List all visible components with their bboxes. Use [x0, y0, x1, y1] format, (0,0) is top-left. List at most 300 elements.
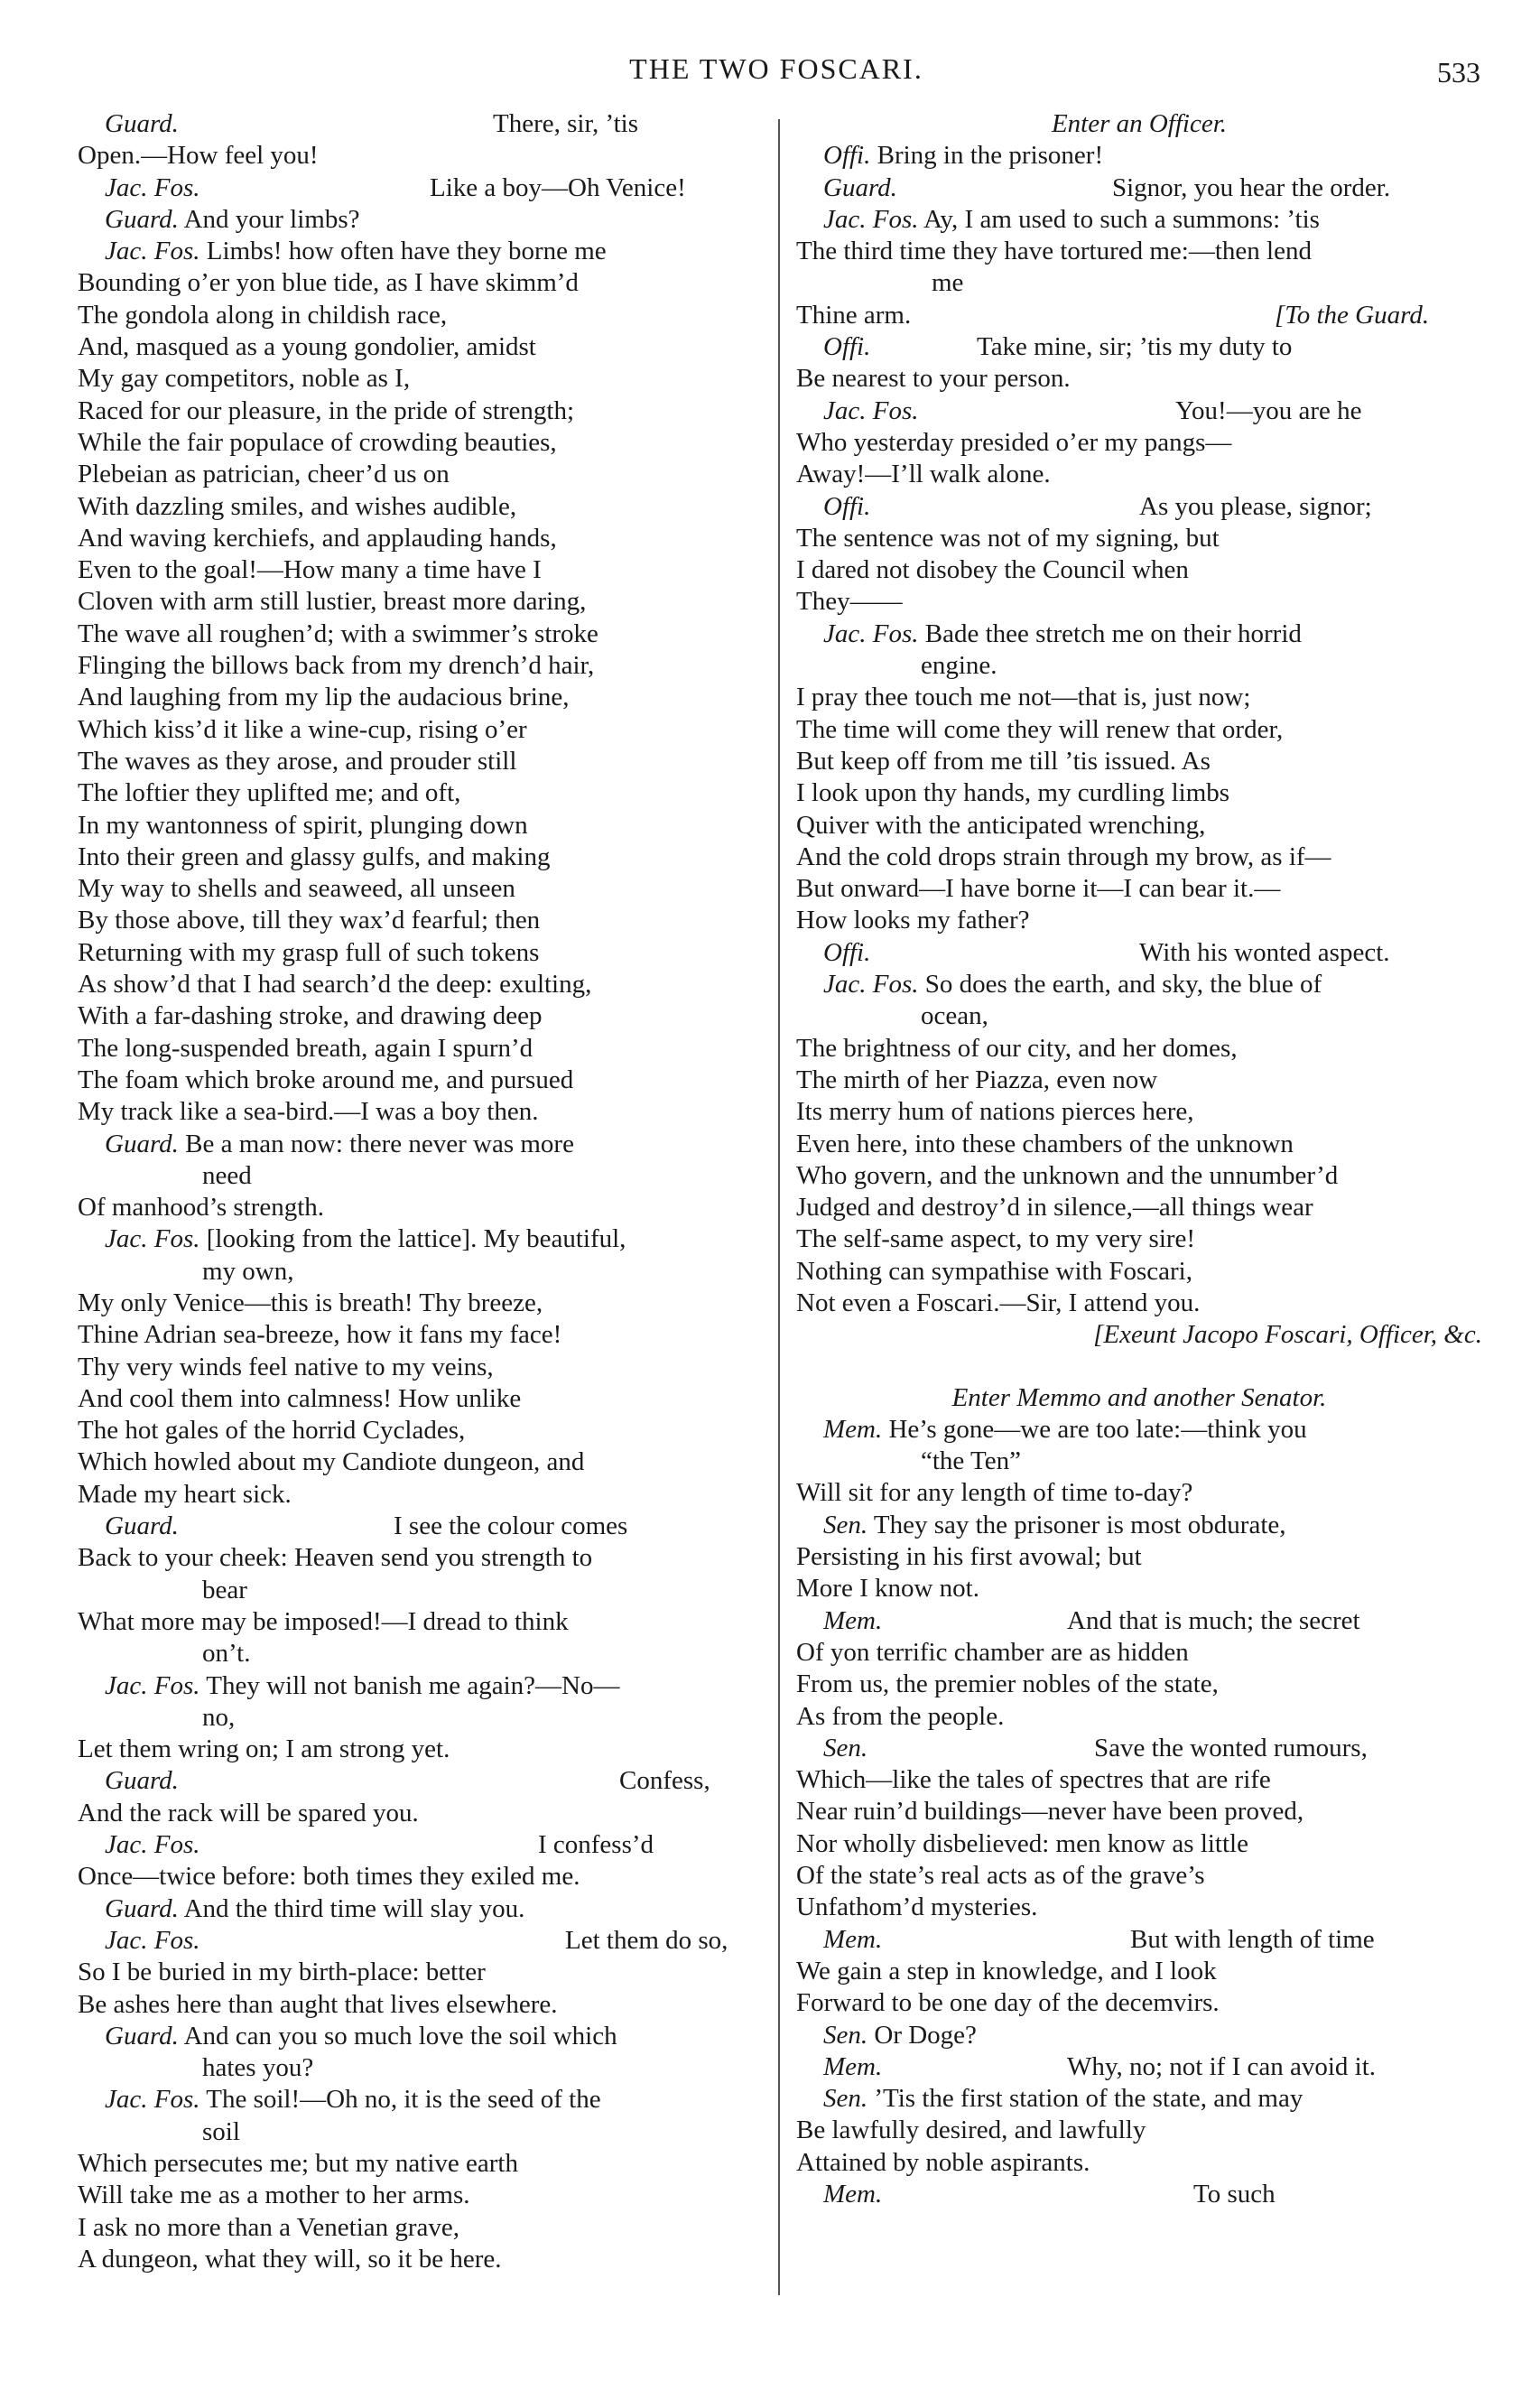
line-text: The gondola along in childish race, — [78, 300, 448, 330]
line-text: Confess, — [619, 1766, 710, 1796]
verse-line — [796, 1192, 1482, 1223]
speaker-name: Mem. — [823, 2051, 883, 2081]
line-text: Be nearest to your person. — [796, 364, 1071, 394]
verse-line — [78, 1192, 773, 1223]
verse-line — [796, 1733, 1482, 1764]
verse-line — [796, 1764, 1482, 1796]
verse-line — [78, 842, 773, 873]
line-text: Made my heart sick. — [78, 1479, 292, 1509]
verse-line — [796, 1319, 1482, 1351]
verse-line — [796, 300, 1482, 331]
verse-line — [796, 1477, 1482, 1509]
line-text: The brightness of our city, and her domes, — [796, 1033, 1238, 1063]
line-text: Even to the goal!—How many a time have I — [78, 555, 542, 585]
line-text: I dared not disobey the Council when — [796, 555, 1189, 585]
verse-line — [78, 1829, 773, 1861]
verse-line — [796, 523, 1482, 554]
verse-line — [78, 650, 773, 682]
verse-line — [796, 1892, 1482, 1923]
speaker-name: Mem. — [823, 2180, 883, 2209]
verse-line — [796, 1446, 1482, 1477]
column-divider — [778, 119, 780, 2295]
line-text: Why, no; not if I can avoid it. — [1067, 2051, 1377, 2081]
line-text: need — [202, 1160, 252, 1190]
line-text: And the third time will slay you. — [183, 1893, 525, 1923]
verse-line — [796, 1796, 1482, 1827]
verse-line — [796, 2115, 1482, 2146]
line-text: Back to your cheek: Heaven send you strength to — [78, 1543, 593, 1573]
line-text: Which howled about my Candiote dungeon, and — [78, 1447, 585, 1477]
section-gap — [796, 1352, 1482, 1382]
right-column — [796, 108, 1482, 2210]
verse-line — [78, 1542, 773, 1574]
verse-line — [796, 714, 1482, 746]
verse-line — [78, 204, 773, 236]
speaker-name: Guard. — [105, 1511, 179, 1541]
line-text: Bade thee stretch me on their horrid — [924, 618, 1302, 648]
verse-line — [78, 140, 773, 172]
running-title: THE TWO FOSCARI. — [629, 52, 923, 85]
line-text: My only Venice—this is breath! Thy breeze, — [78, 1288, 543, 1317]
verse-line — [78, 1319, 773, 1351]
line-text: Persisting in his first avowal; but — [796, 1542, 1142, 1572]
line-text: But with length of time — [1130, 1924, 1375, 1954]
line-text: “the Ten” — [921, 1446, 1021, 1476]
verse-line — [796, 1414, 1482, 1446]
verse-line — [796, 2147, 1482, 2179]
speaker-name: Jac. Fos. — [823, 618, 919, 648]
speaker-name: Jac. Fos. — [105, 1224, 200, 1254]
verse-line — [796, 810, 1482, 842]
verse-line — [78, 746, 773, 777]
line-text: Let them wring on; I am strong yet. — [78, 1734, 450, 1764]
verse-line — [78, 1989, 773, 2021]
line-text: me — [932, 268, 964, 298]
verse-line — [78, 1065, 773, 1096]
verse-line — [78, 554, 773, 586]
line-text: To such — [1193, 2180, 1276, 2209]
verse-line — [796, 1510, 1482, 1541]
speaker-name: Mem. — [823, 1605, 883, 1635]
verse-line — [796, 363, 1482, 395]
line-text: Even here, into these chambers of the unknown — [796, 1129, 1294, 1158]
line-text: The mirth of her Piazza, even now — [796, 1065, 1158, 1094]
speaker-name: Offi. — [823, 141, 871, 171]
verse-line — [78, 1033, 773, 1065]
line-text: And waving kerchiefs, and applauding hands, — [78, 523, 557, 553]
verse-line — [796, 1382, 1482, 1414]
line-text: The hot gales of the horrid Cyclades, — [78, 1416, 466, 1446]
line-text: no, — [202, 1702, 236, 1732]
verse-line — [796, 746, 1482, 777]
page-header — [72, 47, 1480, 88]
verse-line — [78, 714, 773, 746]
verse-line — [796, 2083, 1482, 2115]
verse-line — [78, 459, 773, 490]
line-text: More I know not. — [796, 1574, 979, 1604]
verse-line — [796, 554, 1482, 586]
speaker-name: Guard. — [823, 172, 897, 202]
verse-line — [78, 1861, 773, 1892]
verse-line — [796, 2051, 1482, 2083]
line-text: While the fair populace of crowding beauties, — [78, 427, 557, 457]
verse-line — [78, 1606, 773, 1638]
verse-line — [78, 1734, 773, 1765]
verse-line — [78, 172, 773, 204]
verse-line — [796, 1924, 1482, 1956]
line-text: And can you so much love the soil which — [183, 2021, 617, 2051]
line-text: He’s gone—we are too late:—think you — [888, 1414, 1307, 1444]
line-text: How looks my father? — [796, 906, 1030, 935]
line-text: My track like a sea-bird.—I was a boy then. — [78, 1097, 539, 1127]
line-text: [looking from the lattice]. My beautiful, — [206, 1224, 626, 1254]
verse-line — [796, 1160, 1482, 1192]
verse-line — [78, 236, 773, 267]
verse-line — [78, 2021, 773, 2052]
verse-line — [78, 1000, 773, 1032]
line-text: The soil!—Oh no, it is the seed of the — [206, 2085, 601, 2115]
line-text: And laughing from my lip the audacious brine, — [78, 683, 570, 712]
line-text: Like a boy—Oh Venice! — [430, 172, 686, 202]
line-text: You!—you are he — [1175, 395, 1362, 425]
line-text: A dungeon, what they will, so it be here. — [78, 2244, 502, 2274]
speaker-name: Sen. — [823, 1510, 868, 1539]
line-text: My way to shells and seaweed, all unseen — [78, 874, 515, 904]
line-text: The self-same aspect, to my very sire! — [796, 1224, 1196, 1254]
verse-line — [796, 331, 1482, 363]
line-text: My gay competitors, noble as I, — [78, 364, 411, 394]
verse-line — [78, 586, 773, 618]
line-text: Thy very winds feel native to my veins, — [78, 1352, 494, 1381]
line-text: Cloven with arm still lustier, breast more daring, — [78, 587, 587, 617]
line-text: The long-suspended breath, again I spurn’d — [78, 1033, 533, 1063]
verse-line — [796, 459, 1482, 490]
verse-line — [78, 2212, 773, 2244]
line-text: Nor wholly disbelieved: men know as little — [796, 1828, 1248, 1858]
speaker-name: Jac. Fos. — [823, 204, 919, 234]
line-text: And the cold drops strain through my brow, as if— — [796, 842, 1331, 871]
line-text: They say the prisoner is most obdurate, — [873, 1510, 1286, 1539]
verse-line — [78, 2244, 773, 2275]
stage-direction: Enter Memmo and another Senator. — [951, 1382, 1327, 1412]
verse-line — [78, 1638, 773, 1669]
line-text: Who yesterday presided o’er my pangs— — [796, 427, 1232, 457]
line-text: Signor, you hear the order. — [1112, 172, 1391, 202]
line-text: Bounding o’er yon blue tide, as I have skimm’d — [78, 268, 579, 298]
line-text: Which persecutes me; but my native earth — [78, 2149, 518, 2178]
verse-line — [796, 1065, 1482, 1096]
line-text: soil — [202, 2116, 240, 2146]
line-text: Let them do so, — [565, 1925, 728, 1955]
verse-line — [796, 1223, 1482, 1255]
line-text: on’t. — [202, 1639, 251, 1669]
line-text: Who govern, and the unknown and the unnumber’d — [796, 1160, 1339, 1190]
verse-line — [78, 1415, 773, 1446]
line-text: my own, — [202, 1256, 294, 1286]
verse-line — [796, 1573, 1482, 1604]
line-text: Attained by noble aspirants. — [796, 2147, 1090, 2177]
line-text: Which kiss’d it like a wine-cup, rising o’er — [78, 714, 527, 744]
verse-line — [78, 1256, 773, 1288]
verse-line — [78, 1129, 773, 1160]
speaker-name: Guard. — [105, 1129, 179, 1158]
line-text: Will sit for any length of time to-day? — [796, 1478, 1193, 1508]
verse-line — [78, 2148, 773, 2180]
speaker-name: Guard. — [105, 109, 179, 138]
verse-line — [78, 1765, 773, 1797]
verse-line — [78, 1096, 773, 1128]
verse-line — [78, 1957, 773, 1988]
verse-line — [796, 1605, 1482, 1637]
line-text: Raced for our pleasure, in the pride of strength; — [78, 395, 575, 425]
verse-line — [796, 682, 1482, 713]
line-text: bear — [202, 1575, 247, 1604]
verse-line — [796, 1669, 1482, 1700]
line-text: ’Tis the first station of the state, and may — [874, 2084, 1303, 2114]
speaker-name: Guard. — [105, 2021, 179, 2051]
verse-line — [78, 331, 773, 363]
stage-direction: [Exeunt Jacopo Foscari, Officer, &c. — [1093, 1320, 1482, 1350]
verse-line — [78, 969, 773, 1000]
verse-line — [78, 108, 773, 140]
line-text: And the rack will be spared you. — [78, 1798, 419, 1827]
verse-line — [796, 2020, 1482, 2051]
line-text: Take mine, sir; ’tis my duty to — [977, 332, 1293, 362]
line-text: Into their green and glassy gulfs, and making — [78, 842, 551, 871]
line-text: Unfathom’d mysteries. — [796, 1892, 1038, 1922]
line-text: Plebeian as patrician, cheer’d us on — [78, 460, 450, 489]
verse-line — [796, 1860, 1482, 1892]
verse-line — [78, 1893, 773, 1925]
verse-line — [796, 236, 1482, 267]
line-text: Its merry hum of nations pierces here, — [796, 1097, 1194, 1127]
verse-line — [78, 491, 773, 523]
line-text: As you please, signor; — [1139, 491, 1372, 521]
line-text: Nothing can sympathise with Foscari, — [796, 1256, 1192, 1286]
line-text: Flinging the billows back from my drench’d hair, — [78, 651, 595, 681]
speaker-name: Jac. Fos. — [105, 1830, 200, 1860]
speaker-name: Jac. Fos. — [823, 395, 919, 425]
verse-line — [78, 363, 773, 395]
line-text: Thine Adrian sea-breeze, how it fans my face! — [78, 1320, 562, 1350]
line-text: With dazzling smiles, and wishes audible, — [78, 491, 517, 521]
line-text: Returning with my grasp full of such tokens — [78, 937, 540, 967]
verse-line — [796, 491, 1482, 523]
line-text: Once—twice before: both times they exiled me. — [78, 1862, 580, 1892]
verse-line — [78, 267, 773, 299]
line-text: I ask no more than a Venetian grave, — [78, 2212, 460, 2242]
verse-line — [78, 1702, 773, 1734]
line-text: There, sir, ’tis — [493, 109, 638, 138]
line-text: The foam which broke around me, and pursued — [78, 1065, 574, 1094]
speaker-name: Offi. — [823, 937, 871, 967]
line-text: Of manhood’s strength. — [78, 1193, 325, 1223]
line-text: hates you? — [202, 2053, 314, 2083]
line-text: We gain a step in knowledge, and I look — [796, 1956, 1217, 1985]
verse-line — [78, 905, 773, 936]
verse-line — [796, 204, 1482, 236]
verse-line — [78, 873, 773, 905]
speaker-name: Offi. — [823, 332, 871, 362]
line-text: By those above, till they wax’d fearful; then — [78, 906, 541, 935]
verse-line — [796, 586, 1482, 618]
line-text: They—— — [796, 587, 903, 617]
speaker-name: Guard. — [105, 1893, 179, 1923]
line-text: Or Doge? — [874, 2020, 977, 2050]
verse-line — [796, 873, 1482, 905]
verse-line — [78, 1925, 773, 1957]
line-text: With a far-dashing stroke, and drawing deep — [78, 1001, 543, 1031]
speaker-name: Jac. Fos. — [105, 1925, 200, 1955]
line-text: And, masqued as a young gondolier, amidst — [78, 332, 536, 362]
speaker-name: Guard. — [105, 204, 179, 234]
verse-line — [78, 1223, 773, 1255]
line-text: Of yon terrific chamber are as hidden — [796, 1637, 1189, 1667]
verse-line — [796, 1000, 1482, 1032]
verse-line — [78, 2116, 773, 2148]
verse-line — [78, 1511, 773, 1542]
line-text: Be a man now: there never was more — [185, 1129, 574, 1158]
line-text: Open.—How feel you! — [78, 141, 319, 171]
line-text: As show’d that I had search’d the deep: exulting, — [78, 970, 592, 1000]
verse-line — [78, 618, 773, 650]
line-text: So I be buried in my birth-place: better — [78, 1958, 486, 1987]
line-text: Save the wonted rumours, — [1094, 1733, 1368, 1762]
line-text: Judged and destroy’d in silence,—all things wear — [796, 1193, 1313, 1223]
line-text: So does the earth, and sky, the blue of — [924, 970, 1322, 1000]
line-text: But onward—I have borne it—I can bear it.— — [796, 874, 1281, 904]
line-text: I confess’d — [538, 1830, 654, 1860]
verse-line — [796, 937, 1482, 969]
verse-line — [78, 1383, 773, 1415]
verse-line — [78, 427, 773, 459]
speaker-name: Mem. — [823, 1924, 883, 1954]
line-text: In my wantonness of spirit, plunging down — [78, 810, 528, 840]
line-text: And that is much; the secret — [1067, 1605, 1360, 1635]
verse-line — [796, 1288, 1482, 1319]
speaker-name: Sen. — [823, 2020, 868, 2050]
line-text: Not even a Foscari.—Sir, I attend you. — [796, 1288, 1201, 1317]
line-text: Bring in the prisoner! — [877, 141, 1104, 171]
line-text: Will take me as a mother to her arms. — [78, 2181, 470, 2210]
verse-line — [78, 937, 773, 969]
line-text: The sentence was not of my signing, but — [796, 523, 1220, 553]
line-text: But keep off from me till ’tis issued. As — [796, 746, 1211, 776]
line-text: What more may be imposed!—I dread to think — [78, 1606, 569, 1636]
verse-line — [796, 650, 1482, 682]
line-text: From us, the premier nobles of the state, — [796, 1669, 1219, 1699]
left-column — [78, 108, 773, 2275]
verse-line — [78, 2180, 773, 2211]
verse-line — [796, 1828, 1482, 1860]
verse-line — [78, 1798, 773, 1829]
verse-line — [78, 395, 773, 427]
line-text: Forward to be one day of the decemvirs. — [796, 1988, 1220, 2018]
verse-line — [78, 523, 773, 554]
speaker-name: Jac. Fos. — [105, 2085, 200, 2115]
verse-line — [78, 300, 773, 331]
verse-line — [78, 1446, 773, 1478]
line-text: Which—like the tales of spectres that are rife — [796, 1765, 1271, 1795]
line-text: engine. — [921, 651, 997, 681]
line-text: Ay, I am used to such a summons: ’tis — [923, 204, 1320, 234]
line-text: With his wonted aspect. — [1139, 937, 1390, 967]
verse-line — [796, 1987, 1482, 2019]
line-text: Limbs! how often have they borne me — [206, 237, 607, 266]
verse-line — [796, 969, 1482, 1000]
verse-line — [78, 1479, 773, 1511]
line-text: The third time they have tortured me:—then lend — [796, 237, 1312, 266]
verse-line — [796, 905, 1482, 936]
line-text: Be lawfully desired, and lawfully — [796, 2116, 1146, 2145]
speaker-name: Jac. Fos. — [105, 172, 200, 202]
verse-line — [78, 810, 773, 842]
line-text: Away!—I’ll walk alone. — [796, 460, 1051, 489]
verse-line — [796, 1701, 1482, 1733]
line-text: Near ruin’d buildings—never have been proved, — [796, 1797, 1304, 1827]
speaker-name: Guard. — [105, 1766, 179, 1796]
verse-line — [796, 427, 1482, 459]
line-text: Thine arm. — [796, 300, 912, 330]
verse-line — [796, 618, 1482, 650]
verse-line — [796, 395, 1482, 427]
verse-line — [78, 2084, 773, 2116]
verse-line — [796, 140, 1482, 172]
verse-line — [78, 1670, 773, 1702]
line-text: Quiver with the anticipated wrenching, — [796, 810, 1206, 840]
verse-line — [796, 1033, 1482, 1065]
line-text: The loftier they uplifted me; and oft, — [78, 778, 461, 808]
line-text: The waves as they arose, and prouder still — [78, 746, 517, 776]
verse-line — [78, 1288, 773, 1319]
stage-direction: [To the Guard. — [1275, 300, 1430, 330]
line-text: And your limbs? — [183, 204, 360, 234]
line-text: I look upon thy hands, my curdling limbs — [796, 778, 1230, 808]
line-text: The time will come they will renew that order, — [796, 714, 1284, 744]
line-text: The wave all roughen’d; with a swimmer’s stroke — [78, 618, 598, 648]
verse-line — [796, 2179, 1482, 2210]
verse-line — [796, 108, 1482, 140]
speaker-name: Jac. Fos. — [823, 970, 919, 1000]
line-text: Of the state’s real acts as of the grave’s — [796, 1861, 1205, 1891]
speaker-name: Offi. — [823, 491, 871, 521]
line-text: They will not banish me again?—No— — [206, 1670, 620, 1700]
line-text: As from the people. — [796, 1701, 1005, 1731]
verse-line — [796, 267, 1482, 299]
verse-line — [796, 172, 1482, 204]
speaker-name: Sen. — [823, 1733, 868, 1762]
verse-line — [796, 1256, 1482, 1288]
verse-line — [78, 1160, 773, 1192]
verse-line — [796, 777, 1482, 809]
line-text: And cool them into calmness! How unlike — [78, 1383, 522, 1413]
verse-line — [796, 1129, 1482, 1160]
line-text: Be ashes here than aught that lives elsewhere. — [78, 1989, 558, 2019]
verse-line — [796, 842, 1482, 873]
speaker-name: Sen. — [823, 2084, 868, 2114]
speaker-name: Mem. — [823, 1414, 883, 1444]
verse-line — [78, 2052, 773, 2084]
stage-direction: Enter an Officer. — [1051, 109, 1228, 138]
verse-line — [796, 1956, 1482, 1987]
verse-line — [78, 1575, 773, 1606]
verse-line — [78, 777, 773, 809]
speaker-name: Jac. Fos. — [105, 1670, 200, 1700]
speaker-name: Jac. Fos. — [105, 237, 200, 266]
verse-line — [78, 682, 773, 713]
verse-line — [78, 1352, 773, 1383]
verse-line — [796, 1541, 1482, 1573]
